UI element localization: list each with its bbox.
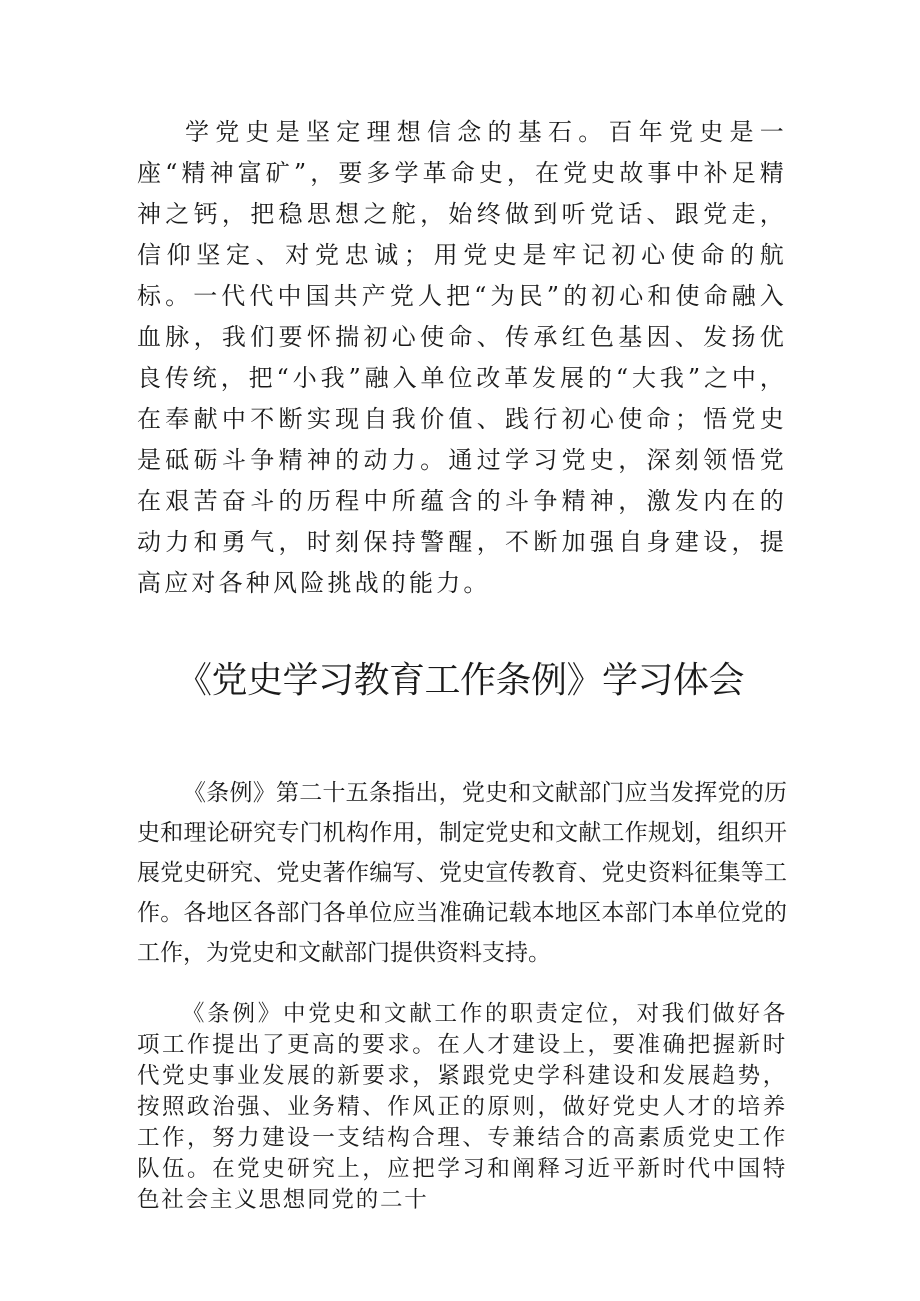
paragraph-article-25: 《条例》第二十五条指出，党史和文献部门应当发挥党的历史和理论研究专门机构作用，制定党史和文献工作规划，组织开展党史研究、党史著作编写、党史宣传教育、党史资料征集等工作。各地区各部门各单位应当准确记载本地区本部门本单位党的工作，为党史和文献部门提供资料支持。 xyxy=(137,780,787,966)
paragraph-duty-positioning: 《条例》中党史和文献工作的职责定位，对我们做好各项工作提出了更高的要求。在人才建设上，要准确把握新时代党史事业发展的新要求，紧跟党史学科建设和发展趋势，按照政治强、业务精、作风正的原则，做好党史人才的培养工作，努力建设一支结构合理、专兼结合的高素质党史工作队伍。在党史研究上，应把学习和阐释习近平新时代中国特色社会主义思想同党的二十 xyxy=(137,1001,787,1213)
paragraph-party-history-foundation: 学党史是坚定理想信念的基石。百年党史是一座“精神富矿”，要多学革命史，在党史故事中补足精神之钙，把稳思想之舵，始终做到听党话、跟党走，信仰坚定、对党忠诚；用党史是牢记初心使命的航标。一代代中国共产党人把“为民”的初心和使命融入血脉，我们要怀揣初心使命、传承红色基因、发扬优良传统，把“小我”融入单位改革发展的“大我”之中，在奉献中不断实现自我价值、践行初心使命；悟党史是砥砺斗争精神的动力。通过学习党史，深刻领悟党在艰苦奋斗的历程中所蕴含的斗争精神，激发内在的动力和勇气，时刻保持警醒，不断加强自身建设，提高应对各种风险挑战的能力。 xyxy=(137,118,787,597)
section-title: 《党史学习教育工作条例》学习体会 xyxy=(175,660,744,701)
